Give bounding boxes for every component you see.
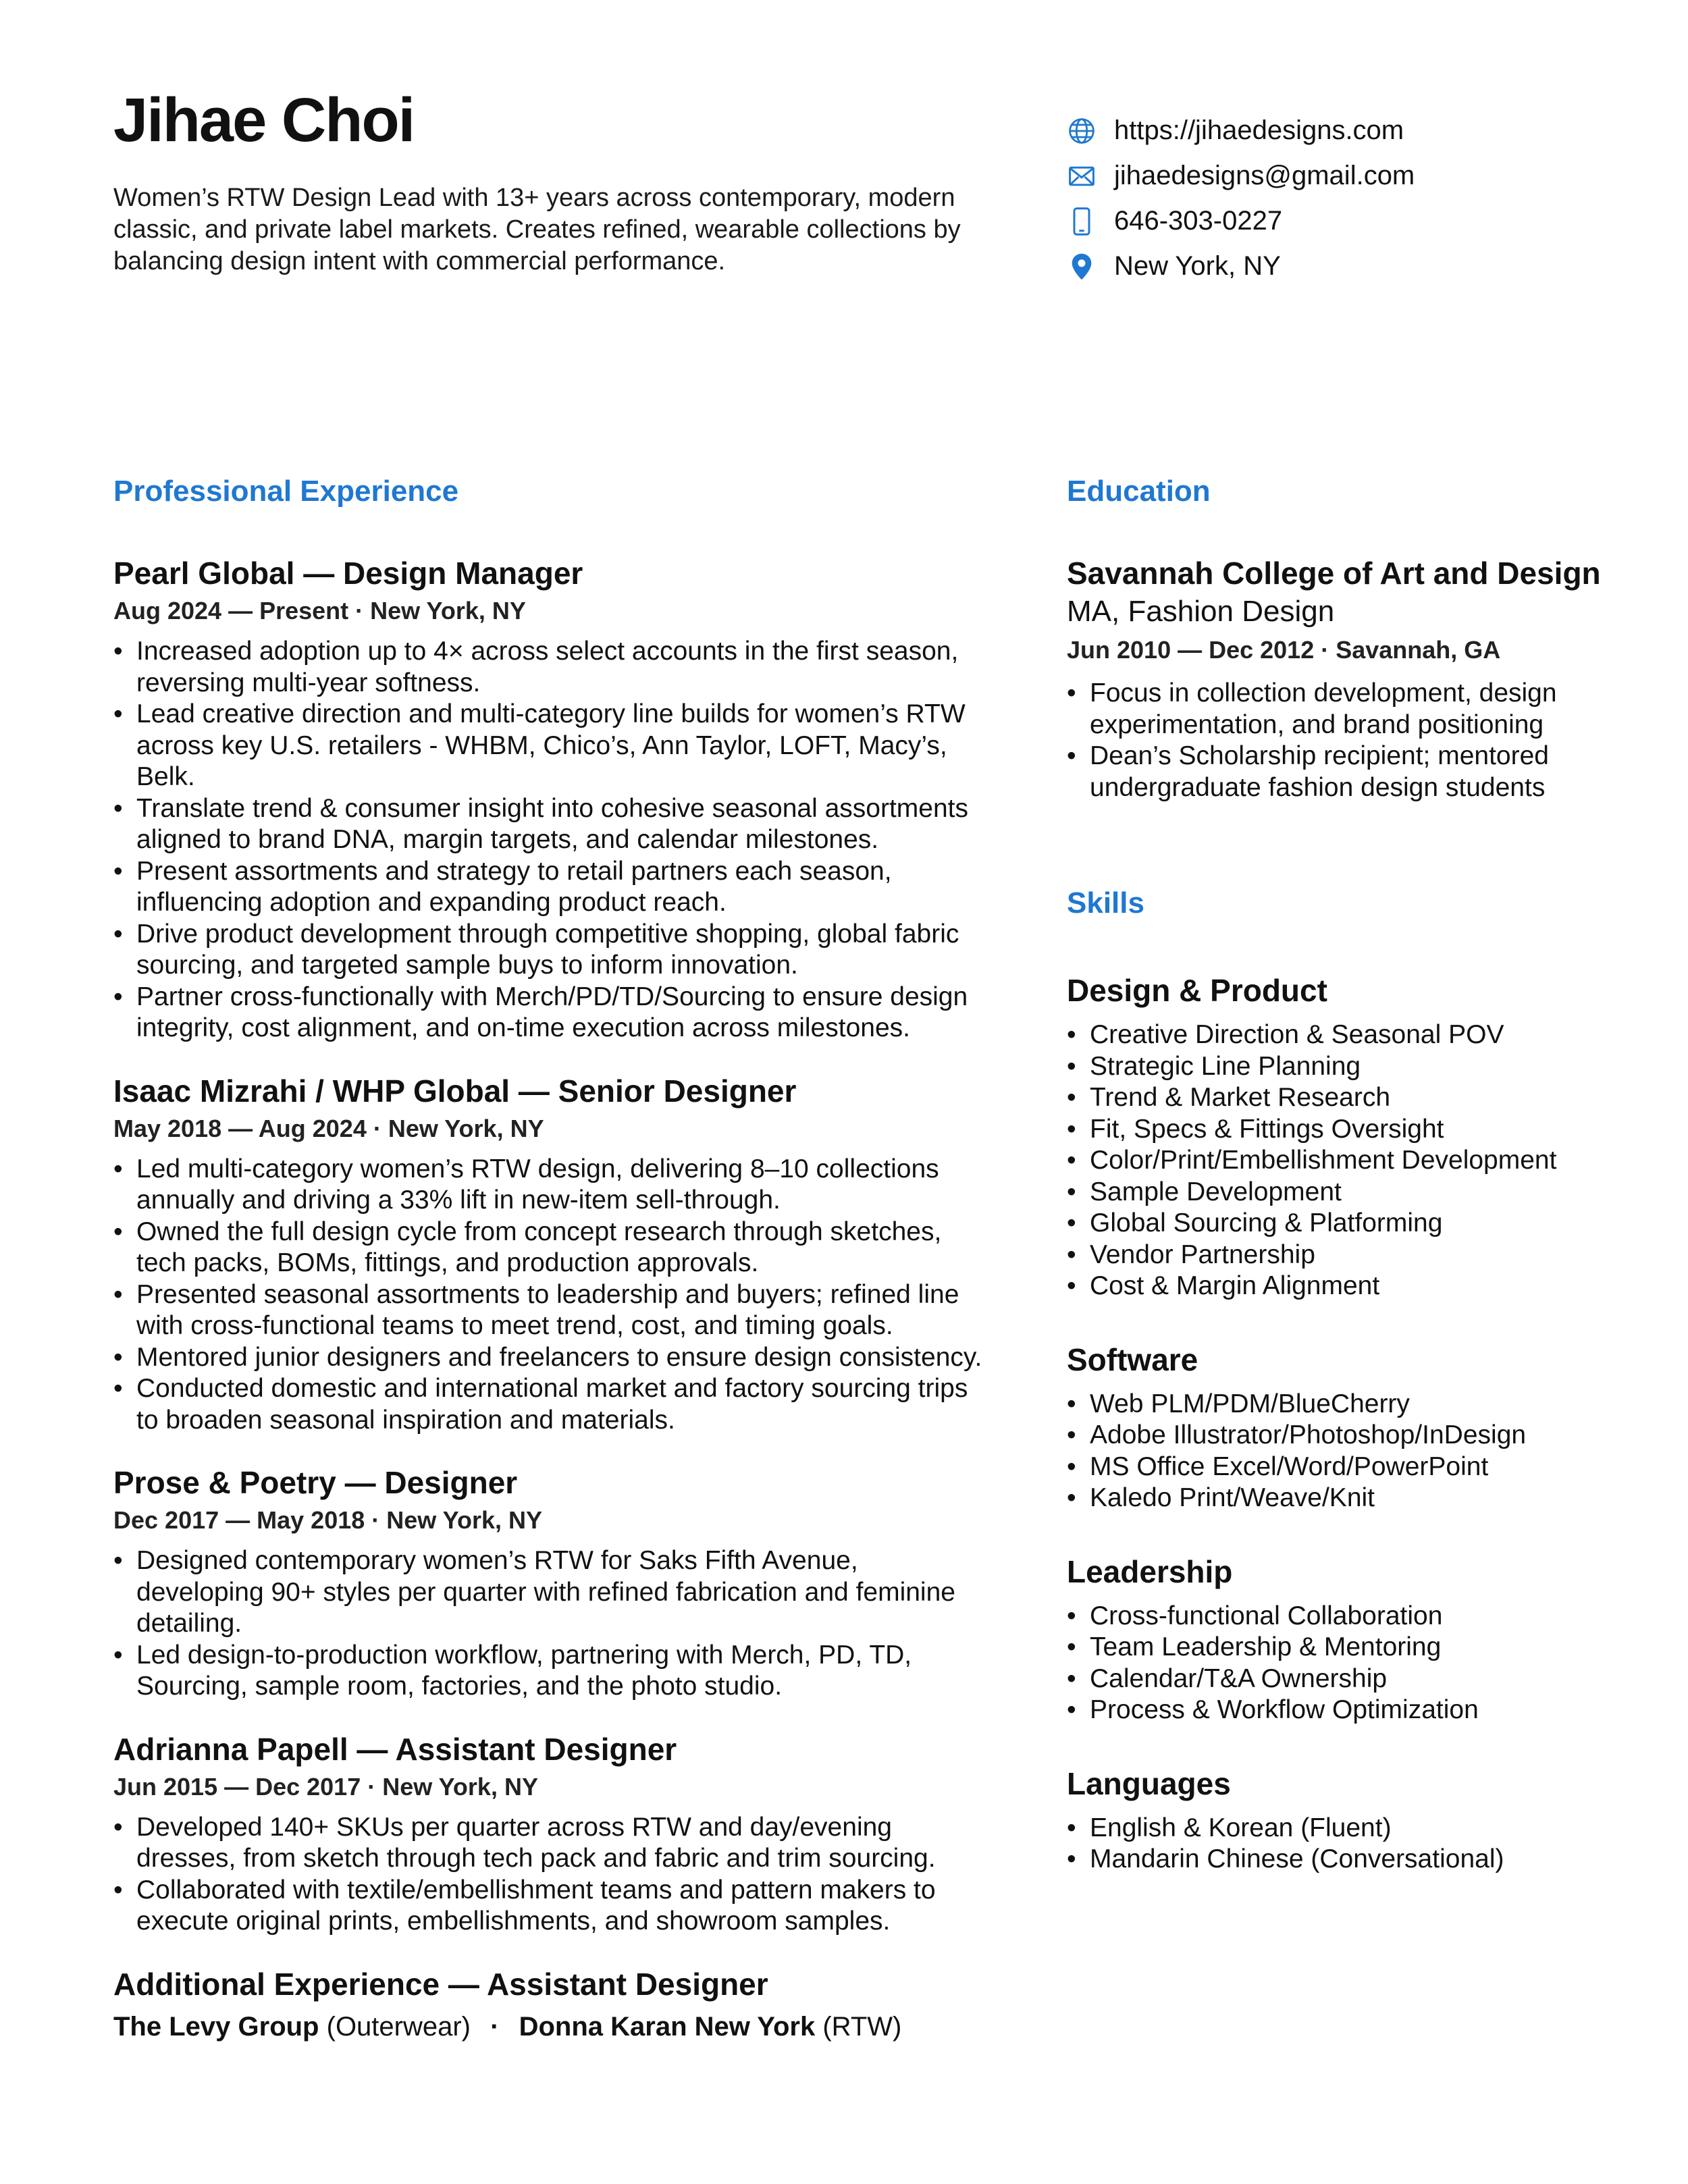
job-meta: Dec 2017 — May 2018 · New York, NY — [113, 1506, 542, 1534]
website-link[interactable]: https://jihaedesigns.com — [1114, 115, 1404, 145]
location-text: New York, NY — [1114, 251, 1281, 281]
education-section-title: Education — [1067, 475, 1211, 508]
experience-column — [113, 554, 991, 2073]
skill-group — [1067, 971, 1620, 1302]
skill-group — [1067, 1764, 1620, 1875]
bullet-item: • Dean’s Scholarship recipient; mentored undergraduate fashion design students — [1067, 741, 1620, 803]
job-title: Adrianna Papell — Assistant Designer — [113, 1731, 677, 1767]
bullet-item: • Lead creative direction and multi-category line builds for women’s RTW across key U.S. retailers - WHBM, Chico’s, Ann Taylor, LOFT, Macy’s, Belk. — [113, 699, 991, 793]
skill-item: • Web PLM/PDM/BlueCherry — [1067, 1389, 1620, 1420]
additional-org-note: (RTW) — [822, 2011, 902, 2042]
summary-text: Women’s RTW Design Lead with 13+ years across contemporary, modern classic, and private label markets. Creates refined, wearable collections by balancing design intent with commercial performance. — [113, 184, 961, 275]
skill-item: • Cost & Margin Alignment — [1067, 1271, 1620, 1302]
skill-items — [1067, 1813, 1620, 1875]
job-bullets — [113, 1154, 991, 1437]
additional-experience-title: Additional Experience — Assistant Designer — [113, 1966, 768, 2002]
job-meta: Jun 2015 — Dec 2017 · New York, NY — [113, 1772, 538, 1801]
skill-group — [1067, 1552, 1620, 1726]
job-title: Prose & Poetry — Designer — [113, 1465, 518, 1500]
job-title: Pearl Global — Design Manager — [113, 556, 583, 591]
bullet-item: • Owned the full design cycle from concept research through sketches, tech packs, BOMs, fittings, and production approvals. — [113, 1217, 991, 1279]
skill-item: • Fit, Specs & Fittings Oversight — [1067, 1114, 1620, 1146]
job-bullets — [113, 636, 991, 1044]
job-entry — [113, 1730, 991, 1938]
phone-number[interactable]: 646-303-0227 — [1114, 206, 1283, 236]
skill-item: • Adobe Illustrator/Photoshop/InDesign — [1067, 1420, 1620, 1451]
bullet-item: • Presented seasonal assortments to leadership and buyers; refined line with cross-functional teams to meet trend, cost, and timing goals. — [113, 1279, 991, 1342]
job-meta: May 2018 — Aug 2024 · New York, NY — [113, 1114, 544, 1142]
skill-group-heading: Languages — [1067, 1765, 1231, 1801]
skill-group-heading: Design & Product — [1067, 973, 1327, 1008]
education-bullets — [1067, 678, 1620, 803]
globe-icon — [1067, 116, 1097, 146]
additional-org-note: (Outerwear) — [326, 2011, 471, 2042]
bullet-item: • Designed contemporary women’s RTW for Saks Fifth Avenue, developing 90+ styles per quarter with refined fabrication and feminine detailing. — [113, 1545, 991, 1640]
skill-item: • Mandarin Chinese (Conversational) — [1067, 1844, 1620, 1875]
candidate-name: Jihae Choi — [113, 86, 415, 155]
skill-item: • Trend & Market Research — [1067, 1082, 1620, 1114]
skill-item: • Strategic Line Planning — [1067, 1051, 1620, 1083]
contact-phone-row[interactable] — [1067, 198, 1620, 244]
job-bullets — [113, 1812, 991, 1938]
school-name: Savannah College of Art and Design — [1067, 556, 1601, 591]
bullet-item: • Developed 140+ SKUs per quarter across RTW and day/evening dresses, from sketch through tech pack and fabric and trim sourcing. — [113, 1812, 991, 1875]
education-meta: Jun 2010 — Dec 2012 · Savannah, GA — [1067, 636, 1501, 664]
skill-item: • Global Sourcing & Platforming — [1067, 1208, 1620, 1240]
skill-items — [1067, 1389, 1620, 1514]
additional-org: The Levy Group — [113, 2011, 319, 2042]
contact-email-row[interactable] — [1067, 153, 1620, 198]
email-link[interactable]: jihaedesigns@gmail.com — [1114, 161, 1415, 190]
skill-item: • Color/Print/Embellishment Development — [1067, 1145, 1620, 1177]
skill-item: • English & Korean (Fluent) — [1067, 1813, 1620, 1844]
skill-group-heading: Software — [1067, 1341, 1198, 1377]
bullet-item: • Translate trend & consumer insight into cohesive seasonal assortments aligned to brand DNA, margin targets, and calendar milestones. — [113, 793, 991, 856]
skill-item: • Creative Direction & Seasonal POV — [1067, 1019, 1620, 1051]
bullet-item: • Focus in collection development, design experimentation, and brand positioning — [1067, 678, 1620, 741]
contact-block — [1067, 108, 1620, 289]
skills-section-title: Skills — [1067, 886, 1144, 920]
additional-experience — [113, 1965, 991, 2046]
contact-location-row — [1067, 244, 1620, 289]
skill-item: • Cross-functional Collaboration — [1067, 1601, 1620, 1632]
skill-item: • Process & Workflow Optimization — [1067, 1695, 1620, 1726]
skills-list — [1067, 971, 1620, 1913]
job-meta: Aug 2024 — Present · New York, NY — [113, 597, 526, 624]
job-entry — [113, 554, 991, 1044]
bullet-item: • Conducted domestic and international market and factory sourcing trips to broaden seasonal inspiration and materials. — [113, 1373, 991, 1436]
job-title: Isaac Mizrahi / WHP Global — Senior Designer — [113, 1073, 797, 1109]
bullet-item: • Led design-to-production workflow, partnering with Merch, PD, TD, Sourcing, sample room, factories, and the photo studio. — [113, 1640, 991, 1703]
education-entry — [1067, 554, 1620, 803]
job-bullets — [113, 1545, 991, 1703]
bullet-item: • Partner cross-functionally with Merch/PD/TD/Sourcing to ensure design integrity, cost alignment, and on-time execution across milestones. — [113, 982, 991, 1044]
skill-item: • Vendor Partnership — [1067, 1240, 1620, 1271]
skill-item: • MS Office Excel/Word/PowerPoint — [1067, 1451, 1620, 1483]
skill-group-heading: Leadership — [1067, 1553, 1233, 1589]
bullet-item: • Drive product development through competitive shopping, global fabric sourcing, and targeted sample buys to inform innovation. — [113, 919, 991, 982]
skill-group — [1067, 1340, 1620, 1514]
additional-experience-orgs — [113, 2008, 991, 2046]
job-entry — [113, 1071, 991, 1437]
experience-section-title: Professional Experience — [113, 475, 459, 508]
skill-item: • Team Leadership & Mentoring — [1067, 1632, 1620, 1663]
contact-website-row[interactable] — [1067, 108, 1620, 153]
bullet-item: • Led multi-category women’s RTW design, delivering 8–10 collections annually and driving a 33% lift in new-item sell-through. — [113, 1154, 991, 1217]
separator: · — [490, 2011, 500, 2042]
skill-item: • Kaledo Print/Weave/Knit — [1067, 1483, 1620, 1514]
job-entry — [113, 1463, 991, 1703]
bullet-item: • Increased adoption up to 4× across select accounts in the first season, reversing multi-year softness. — [113, 636, 991, 699]
bullet-item: • Mentored junior designers and freelancers to ensure design consistency. — [113, 1342, 991, 1374]
skill-items — [1067, 1601, 1620, 1726]
mail-icon — [1067, 161, 1097, 191]
bullet-item: • Present assortments and strategy to retail partners each season, influencing adoption and expanding product reach. — [113, 856, 991, 919]
degree-name: MA, Fashion Design — [1067, 595, 1335, 628]
phone-icon — [1067, 207, 1097, 236]
skill-items — [1067, 1019, 1620, 1302]
location-pin-icon — [1067, 252, 1097, 282]
skill-item: • Sample Development — [1067, 1177, 1620, 1208]
additional-org: Donna Karan New York — [519, 2011, 816, 2042]
skill-item: • Calendar/T&A Ownership — [1067, 1663, 1620, 1695]
bullet-item: • Collaborated with textile/embellishment teams and pattern makers to execute original prints, embellishments, and showroom samples. — [113, 1875, 991, 1938]
